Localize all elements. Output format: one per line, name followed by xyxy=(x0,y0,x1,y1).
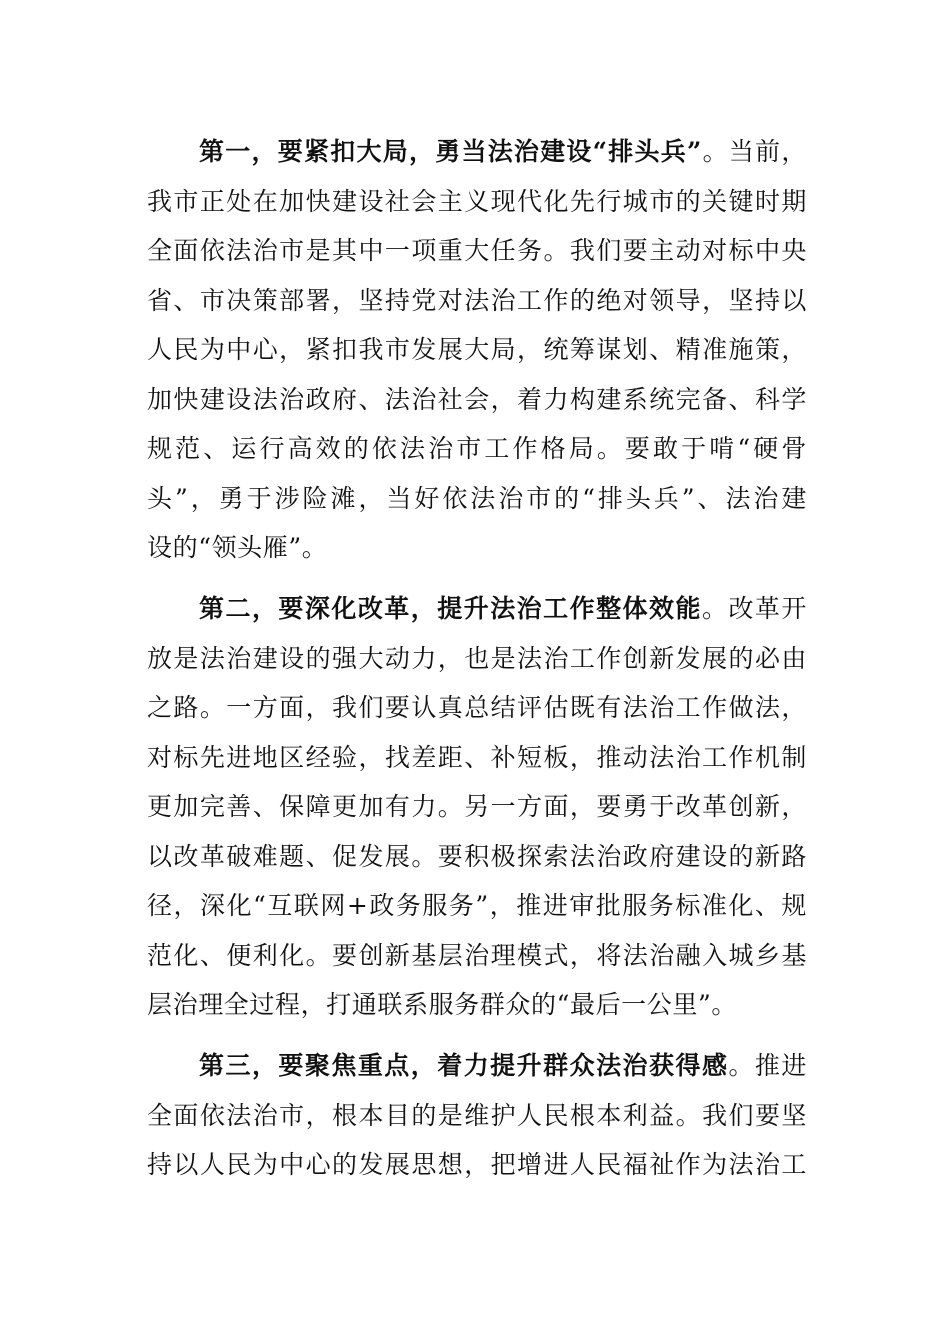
paragraph-2-line-6: 以改革破难题、促发展。要积极探索法治政府建设的新路 xyxy=(147,841,807,871)
paragraph-2-line-5: 更加完善、保障更加有力。另一方面，要勇于改革创新， xyxy=(147,792,807,821)
paragraph-1-line-4: 省、市决策部署，坚持党对法治工作的绝对领导，坚持以 xyxy=(147,285,807,315)
paragraph-1-line-5: 人民为中心，紧扣我市发展大局，统筹谋划、精准施策， xyxy=(147,335,807,364)
paragraph-1-line-8: 头”，勇于涉险滩，当好依法治市的“排头兵”、法治建 xyxy=(147,483,807,513)
paragraph-1-line-1 xyxy=(147,127,807,177)
paragraph-1-line-9: 设的“领头雁”。 xyxy=(147,533,328,562)
paragraph-2-line-4: 对标先进地区经验，找差距、补短板，推动法治工作机制 xyxy=(147,742,807,772)
paragraph-2 xyxy=(147,584,807,1030)
paragraph-3-line-3: 持以人民为中心的发展思想，把增进人民福祉作为法治工 xyxy=(147,1150,807,1179)
paragraph-3-heading: 第三，要聚焦重点，着力提升群众法治获得感 xyxy=(199,1051,729,1080)
paragraph-3-line-1 xyxy=(147,1041,807,1091)
paragraph-3-line-2: 全面依法治市，根本目的是维护人民根本利益。我们要坚 xyxy=(147,1100,807,1130)
paragraph-1-line-6: 加快建设法治政府、法治社会，着力构建系统完备、科学 xyxy=(147,384,807,414)
paragraph-2-line-3: 之路。一方面，我们要认真总结评估既有法治工作做法， xyxy=(147,693,807,722)
paragraph-1-line-1-text: 。当前， xyxy=(702,137,807,166)
paragraph-2-line-1-text: 。改革开 xyxy=(701,594,808,623)
paragraph-2-line-8: 范化、便利化。要创新基层治理模式，将法治融入城乡基 xyxy=(147,940,807,970)
paragraph-1-line-3: 全面依法治市是其中一项重大任务。我们要主动对标中央 xyxy=(147,236,807,265)
paragraph-3 xyxy=(147,1041,807,1190)
paragraph-2-heading: 第二，要深化改革，提升法治工作整体效能 xyxy=(199,594,702,623)
paragraph-3-line-1-text: 。推进 xyxy=(728,1051,807,1080)
paragraph-2-line-1 xyxy=(147,584,807,634)
paragraph-1-line-7: 规范、运行高效的依法治市工作格局。要敢于啃“硬骨 xyxy=(147,434,807,463)
paragraph-1-line-2: 我市正处在加快建设社会主义现代化先行城市的关键时期 xyxy=(147,186,807,216)
paragraph-1-heading: 第一，要紧扣大局，勇当法治建设“排头兵” xyxy=(199,137,703,166)
paragraph-2-line-7: 径，深化“互联网+政务服务”，推进审批服务标准化、规 xyxy=(147,891,807,920)
paragraph-1 xyxy=(147,127,807,573)
paragraph-2-line-2: 放是法治建设的强大动力，也是法治工作创新发展的必由 xyxy=(147,643,807,673)
paragraph-2-line-9: 层治理全过程，打通联系服务群众的“最后一公里”。 xyxy=(147,990,737,1019)
